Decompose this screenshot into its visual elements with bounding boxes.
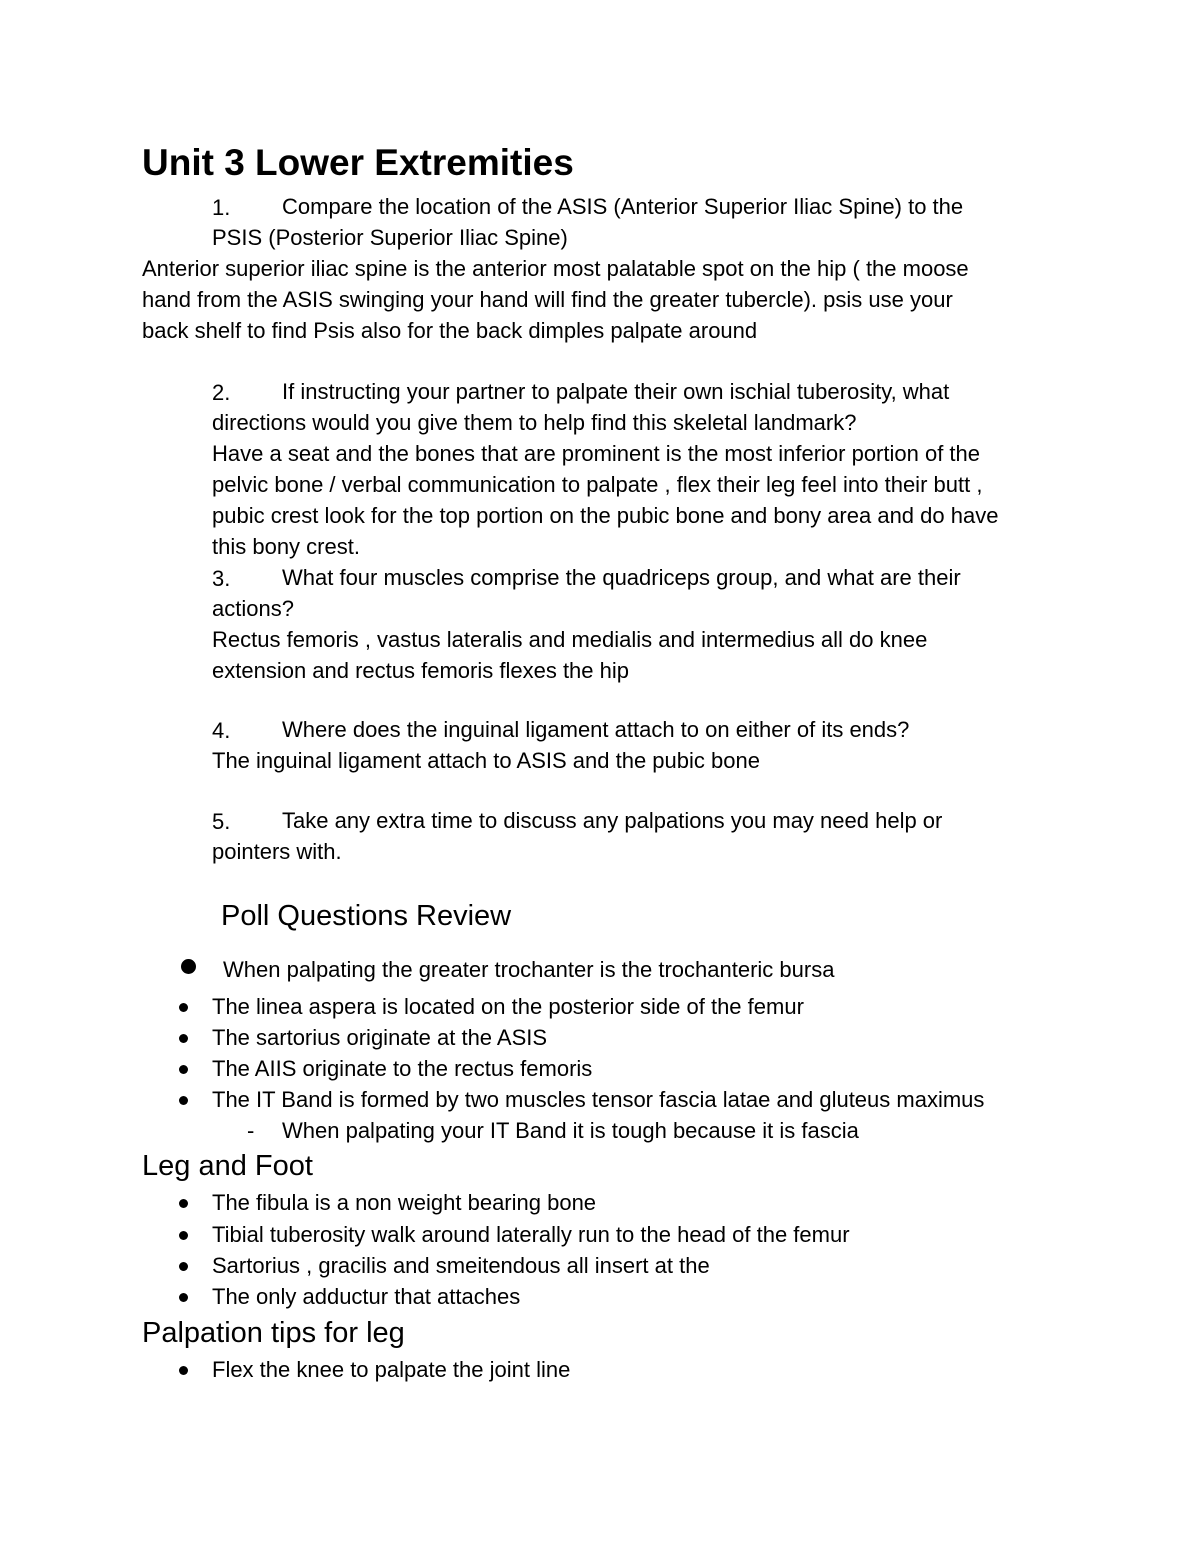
list-item: When palpating the greater trochanter is the trochanteric bursa [223,957,835,982]
question-line: Where does the inguinal ligament attach to on either of its ends? [282,717,910,742]
dash-marker: - [247,1118,255,1143]
bullet-icon [181,959,196,974]
question-number: 1. [212,195,231,220]
question-line: actions? [212,596,294,621]
answer-line: The inguinal ligament attach to ASIS and the pubic bone [212,748,760,773]
list-item: The sartorius originate at the ASIS [212,1025,548,1050]
answer-line: Have a seat and the bones that are prominent is the most inferior portion of the [212,441,981,466]
bullet-icon [179,1034,188,1043]
question-line: What four muscles comprise the quadriceps group, and what are their [282,565,961,590]
question-number: 4. [212,718,231,743]
answer-line: hand from the ASIS swinging your hand will find the greater tubercle). psis use your [142,287,953,312]
list-item: Tibial tuberosity walk around laterally run to the head of the femur [212,1222,850,1247]
answer-line: Anterior superior iliac spine is the anterior most palatable spot on the hip ( the moose [142,256,969,281]
bullet-icon [179,1231,188,1240]
list-item: The fibula is a non weight bearing bone [212,1190,597,1215]
page-title: Unit 3 Lower Extremities [142,142,574,183]
bullet-icon [179,1262,188,1271]
answer-line: pelvic bone / verbal communication to palpate , flex their leg feel into their butt , [212,472,983,497]
bullet-icon [179,1003,188,1012]
question-line: If instructing your partner to palpate their own ischial tuberosity, what [282,379,950,404]
bullet-icon [179,1366,188,1375]
question-number: 3. [212,566,231,591]
answer-line: Rectus femoris , vastus lateralis and medialis and intermedius all do knee [212,627,928,652]
question-number: 5. [212,809,231,834]
question-number: 2. [212,380,231,405]
answer-line: back shelf to find Psis also for the back dimples palpate around [142,318,758,343]
section-heading-poll: Poll Questions Review [221,900,512,932]
answer-line: pubic crest look for the top portion on the pubic bone and bony area and do have [212,503,999,528]
answer-line: extension and rectus femoris flexes the hip [212,658,630,683]
bullet-icon [179,1199,188,1208]
bullet-icon [179,1096,188,1105]
question-line: directions would you give them to help find this skeletal landmark? [212,410,857,435]
section-heading-palpation: Palpation tips for leg [142,1317,405,1349]
list-item: The IT Band is formed by two muscles tensor fascia latae and gluteus maximus [212,1087,985,1112]
sub-list-item: When palpating your IT Band it is tough because it is fascia [282,1118,859,1143]
question-line: pointers with. [212,839,342,864]
answer-line: this bony crest. [212,534,360,559]
question-line: Take any extra time to discuss any palpations you may need help or [282,808,943,833]
question-line: PSIS (Posterior Superior Iliac Spine) [212,225,568,250]
list-item: The linea aspera is located on the posterior side of the femur [212,994,804,1019]
list-item: Sartorius , gracilis and smeitendous all insert at the [212,1253,710,1278]
bullet-icon [179,1065,188,1074]
list-item: The only adductur that attaches [212,1284,521,1309]
list-item: Flex the knee to palpate the joint line [212,1357,571,1382]
question-line: Compare the location of the ASIS (Anterior Superior Iliac Spine) to the [282,194,964,219]
section-heading-leg-foot: Leg and Foot [142,1150,313,1182]
list-item: The AIIS originate to the rectus femoris [212,1056,593,1081]
bullet-icon [179,1293,188,1302]
